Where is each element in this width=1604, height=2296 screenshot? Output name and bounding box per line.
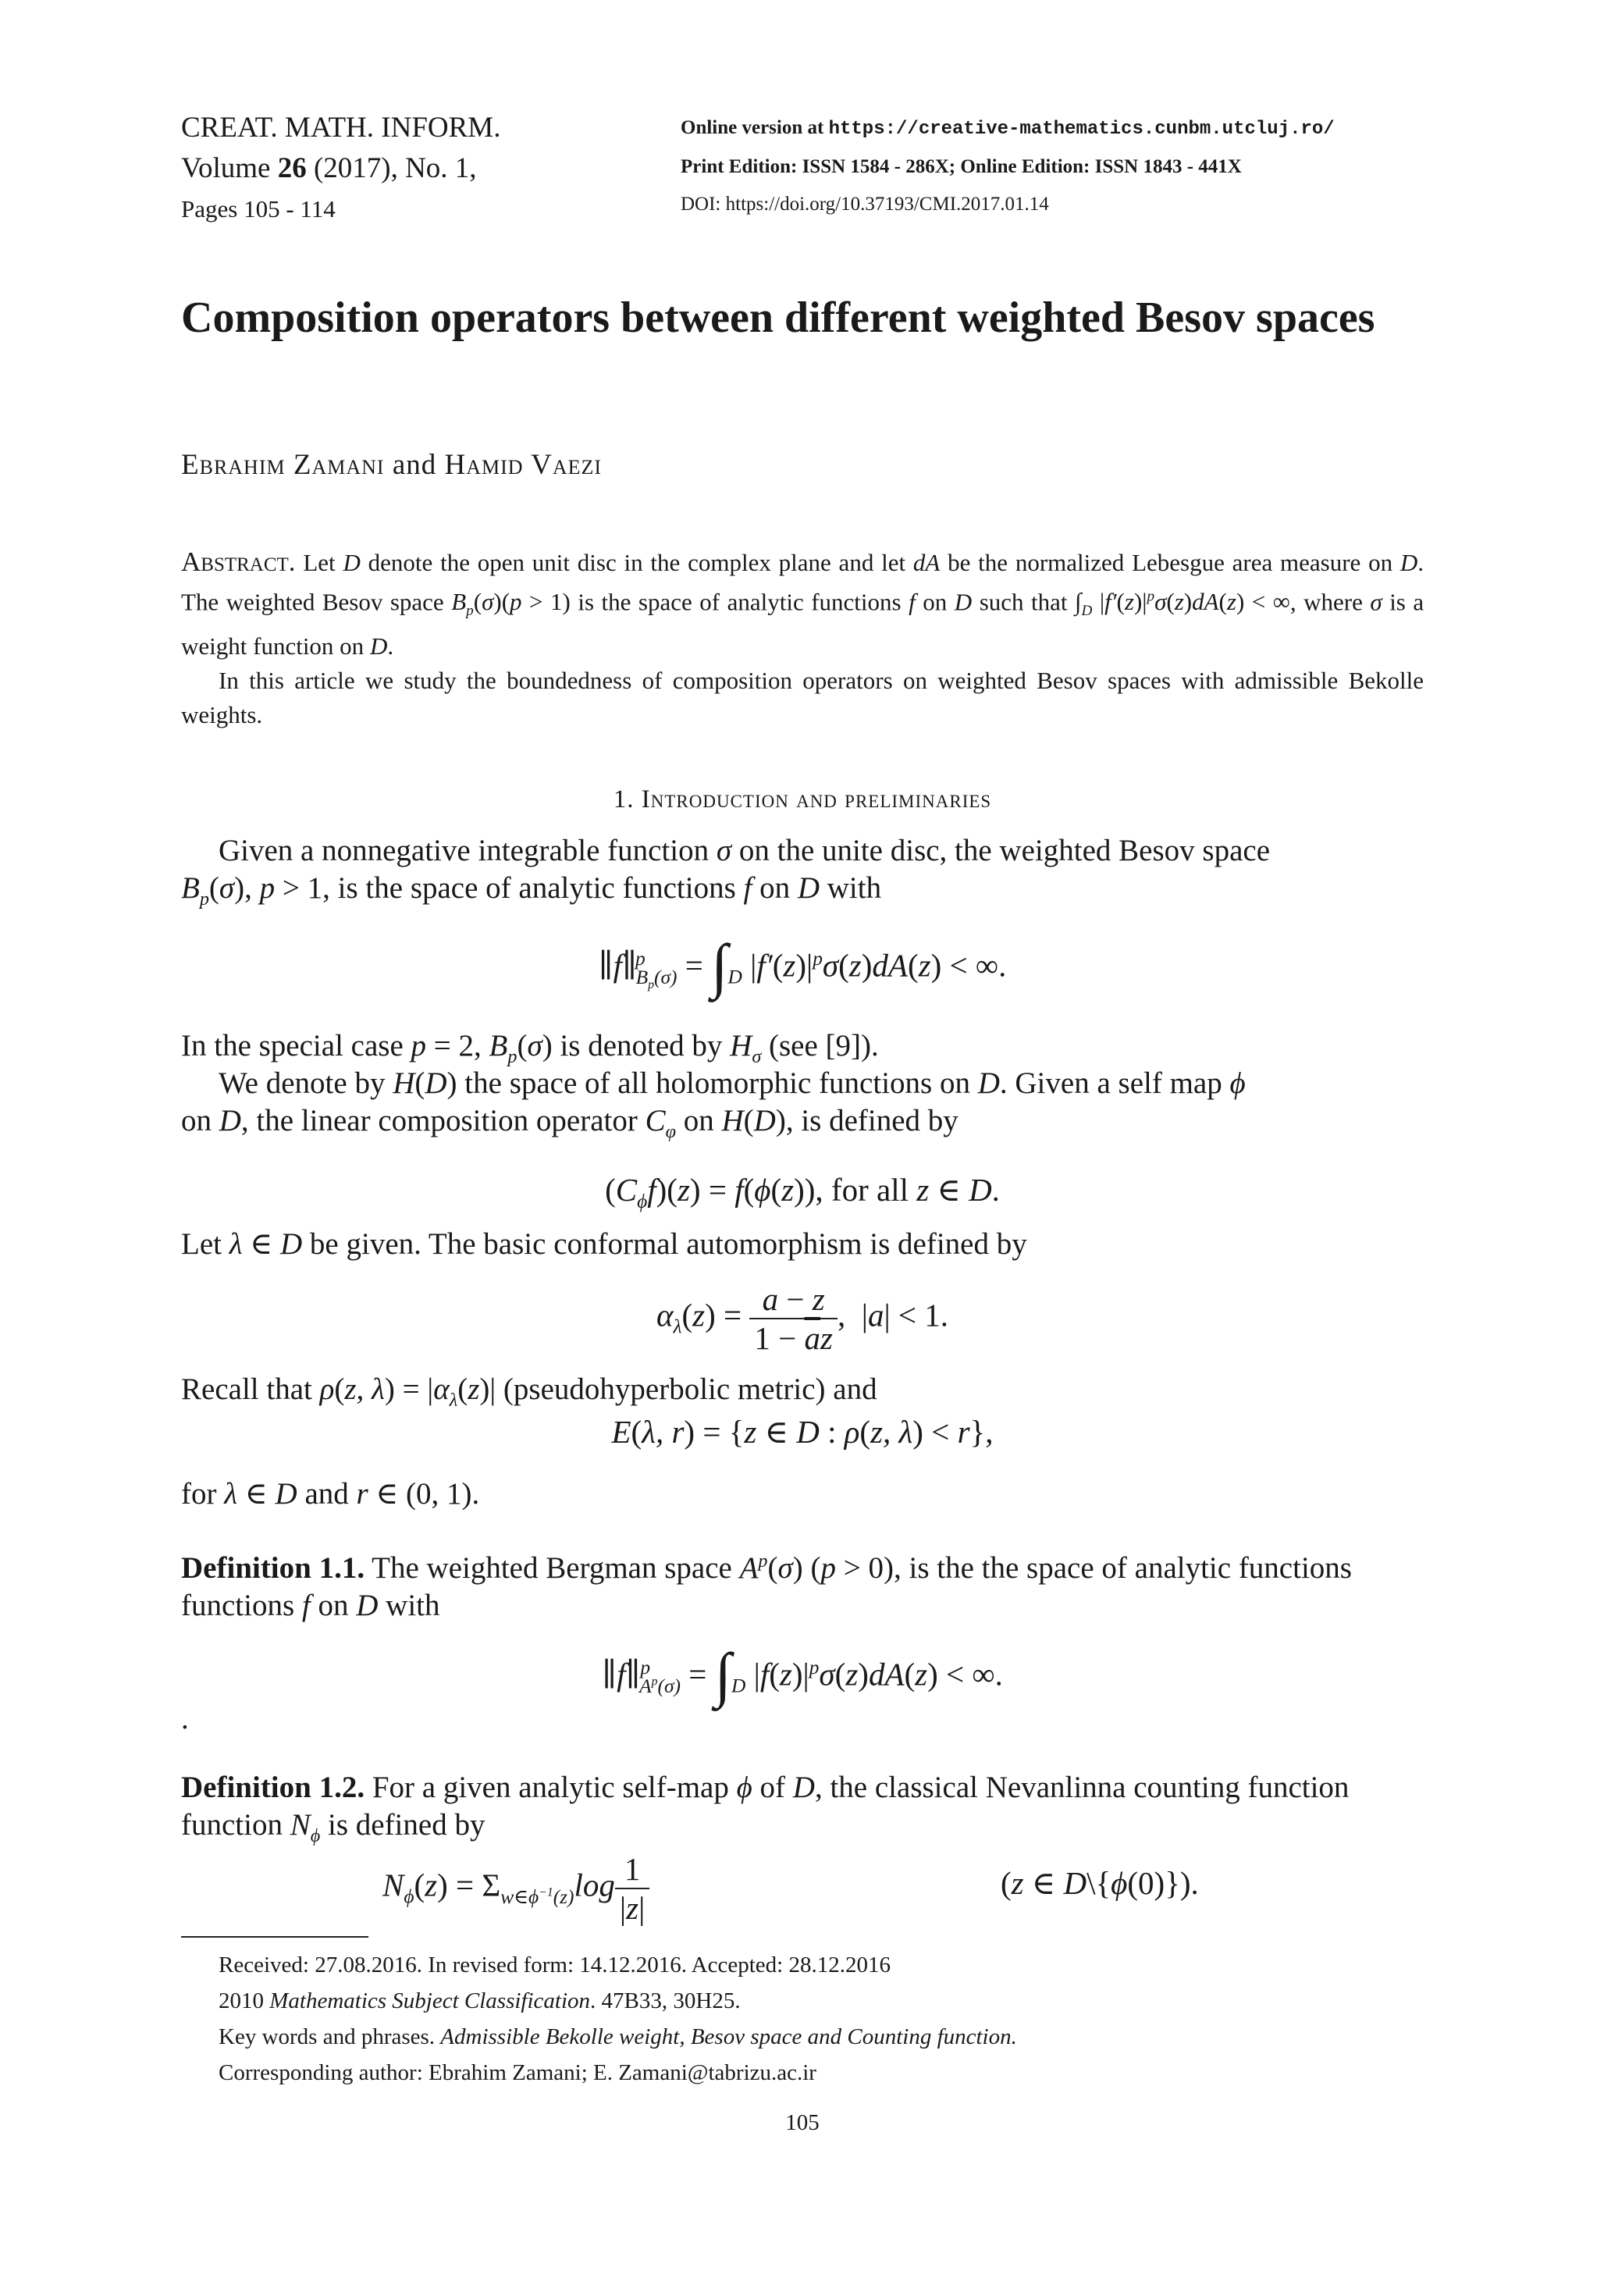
publication-info — [681, 109, 1335, 223]
stray-period: . — [181, 1702, 189, 1735]
equation-composition: $(C_\phi f)(z) = f(\phi(z))$, for all z ∈ D. — [605, 1172, 1000, 1213]
abstract-paragraph-2: In this article we study the boundedness of composition operators on weighted Besov spaces with admissible Bekolle weights. — [181, 666, 1424, 728]
journal-info — [181, 108, 500, 230]
intro-paragraph-3: We denote by H(D) the space of all holomorphic functions on D. Given a self map ϕ on D, the linear composition operator $C_\varphi$ on H(D), is defined by — [181, 1066, 1246, 1142]
definition-1-2: Definition 1.2. For a given analytic self-map ϕ of D, the classical Nevanlinna counting function function $N_\phi$ is defined by — [181, 1771, 1350, 1846]
doi-link[interactable]: DOI: https://doi.org/10.37193/CMI.2017.01.14 — [681, 194, 1049, 215]
online-url-link[interactable]: https://creative-mathematics.cunbm.utcluj.ro/ — [828, 119, 1335, 140]
intro-paragraph-5: Recall that ρ(z, $\lambda) = |\alpha_\lambda(z)|$ (pseudohyperbolic metric) and — [181, 1372, 877, 1411]
journal-pages: Pages 105 - 114 — [181, 195, 336, 222]
paper-title: Composition operators between different weighted Besov spaces — [181, 294, 1375, 342]
equation-pseudo-disc: E(λ, r) = {z ∈ D : ρ(z, λ) < r}, — [611, 1414, 994, 1450]
equation-bergman-norm: ∥f∥$^p_{A^p(\sigma)}$ = $\int_D$ $|f(z)|^p\sigma(z)dA(z)$ < ∞. — [602, 1640, 1003, 1708]
equation-nevanlinna-domain: (z ∈ D\{ϕ(0)}). — [1001, 1865, 1199, 1901]
footnotes — [219, 1947, 1017, 2091]
journal-name: CREAT. MATH. INFORM. — [181, 112, 501, 144]
corresponding-author: Corresponding author: Ebrahim Zamani; E. Zamani@tabrizu.ac.ir — [219, 2060, 816, 2085]
author-1: Ebrahim Zamani — [181, 449, 385, 481]
definition-1-2-label: Definition 1.2. — [181, 1771, 365, 1804]
keywords: Key words and phrases. Admissible Bekolle weight, Besov space and Counting function. — [219, 2024, 1017, 2049]
equation-besov-norm: ∥f∥$^p_{B_p(\sigma)}$ = $\int_D$ $|f'(z)|^p\sigma(z)dA(z)$ < ∞. — [598, 931, 1007, 999]
footnote-rule — [181, 1936, 368, 1938]
equation-nevanlinna: $N_\phi(z) = \Sigma_{w\in\phi^{-1}(z)}\log$ $\frac{1}{|z|}$ — [382, 1850, 649, 1927]
page-number: 105 — [785, 2110, 820, 2135]
intro-paragraph-6: for λ ∈ D and r ∈ (0, 1). — [181, 1477, 480, 1511]
definition-1-1-label: Definition 1.1. — [181, 1551, 365, 1585]
msc-classification: 2010 Mathematics Subject Classification. 47B33, 30H25. — [219, 1988, 741, 2013]
section-heading: 1. Introduction and preliminaries — [613, 785, 992, 813]
online-version: Online version at https://creative-mathematics.cunbm.utcluj.ro/ — [681, 117, 1335, 140]
journal-volume: Volume 26 (2017), No. 1, — [181, 152, 477, 184]
received-dates: Received: 27.08.2016. In revised form: 14.12.2016. Accepted: 28.12.2016 — [219, 1952, 891, 1977]
definition-1-1: Definition 1.1. The weighted Bergman space $A^p(\sigma) (p > 0)$, is the the space of analytic functions functions f on D with — [181, 1550, 1352, 1622]
abstract-label: Abstract. — [181, 546, 296, 577]
author-2: Hamid Vaezi — [444, 449, 603, 481]
abstract-paragraph-1: Abstract. Let D denote the open unit disc in the complex plane and let dA be the normalized Lebesgue area measure on D. The weighted Besov space $B_p(\sigma)(p > 1)$ is the space of analytic functions f on D such that $\int_D$ $|f'(z)|^p\sigma(z)dA(z)$ < ∞, where σ is a weight function on D. — [181, 546, 1424, 660]
abstract — [181, 545, 1424, 732]
issn-line: Print Edition: ISSN 1584 - 286X; Online Edition: ISSN 1843 - 441X — [681, 156, 1242, 177]
intro-paragraph-4: Let λ ∈ D be given. The basic conformal automorphism is defined by — [181, 1227, 1027, 1261]
intro-paragraph-1: Given a nonnegative integrable function σ on the unite disc, the weighted Besov space $B_p(\sigma)$, p > 1, is the space of analytic functions f on D with — [181, 834, 1271, 910]
author-line: Ebrahim Zamani and Hamid Vaezi — [181, 449, 603, 481]
equation-automorphism: $\alpha_\lambda(z)$ = $\frac{a - z}{1 - \overline{a}z}$ , |a| < 1. — [656, 1281, 949, 1356]
intro-paragraph-2: In the special case p = 2, $B_p(\sigma)$ is denoted by $H_\sigma$ (see [9]). — [181, 1029, 879, 1067]
